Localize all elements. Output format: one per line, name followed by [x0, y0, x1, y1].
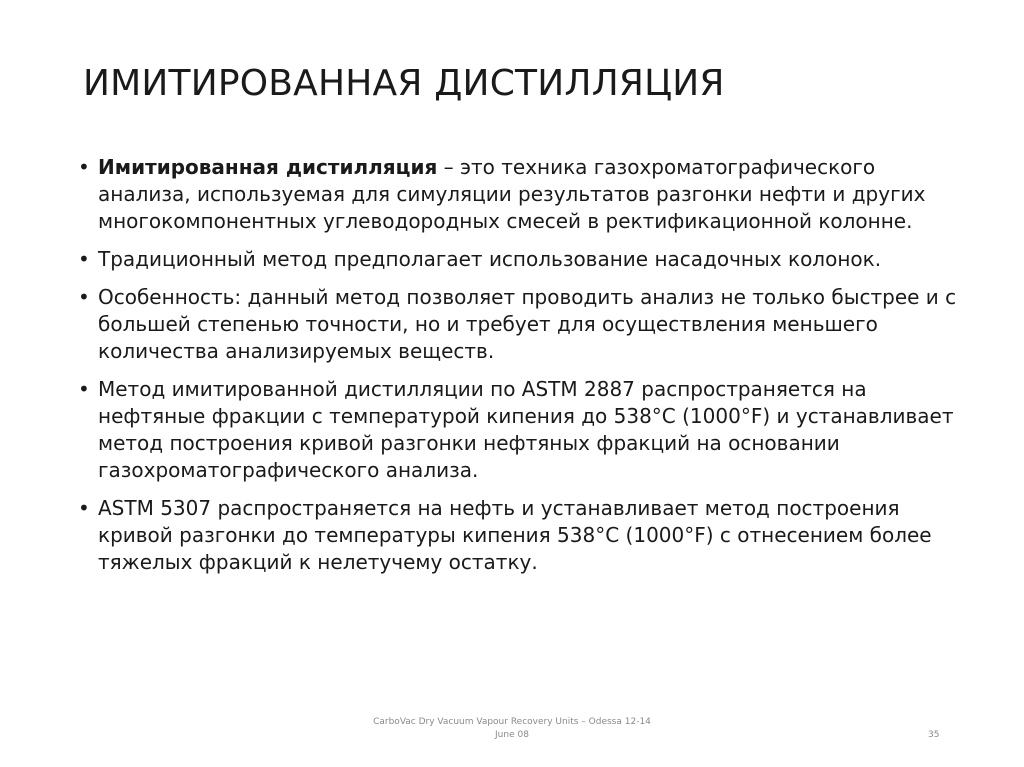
bullet-item: [78, 154, 958, 235]
bullet-marker: •: [78, 155, 90, 179]
bullet-marker: •: [78, 247, 90, 271]
bullet-marker: •: [78, 377, 90, 401]
bullet-text: Метод имитированной дистилляции по ASTM 2887 распространяется на нефтяные фракции с температурой кипения до 538°C (1000°F) и устанавливает метод построения кривой разгонки нефтяных фракций на основании газохроматографического анализа.: [98, 377, 954, 482]
slide-title: ИМИТИРОВАННАЯ ДИСТИЛЛЯЦИЯ: [83, 63, 725, 104]
footer-line: June 08: [495, 730, 529, 740]
footer-line: CarboVac Dry Vacuum Vapour Recovery Units – Odessa 12-14: [373, 717, 651, 727]
bullet-item: [78, 376, 958, 484]
bullet-marker: •: [78, 285, 90, 309]
bullet-text: Особенность: данный метод позволяет проводить анализ не только быстрее и с большей степенью точности, но и требует для осуществления меньшего количества анализируемых веществ.: [98, 285, 957, 363]
bullet-marker: •: [78, 496, 90, 520]
bullet-item: [78, 495, 958, 576]
bullet-list: [78, 154, 958, 587]
bullet-item: [78, 246, 958, 273]
bullet-body: – это техника газохроматографического анализа, используемая для симуляции результатов разгонки нефти и других многокомпонентных углеводородных смесей в ректификационной колонне.: [98, 155, 926, 233]
bullet-bold-term: Имитированная дистилляция: [98, 155, 438, 179]
bullet-item: [78, 284, 958, 365]
bullet-text: Традиционный метод предполагает использование насадочных колонок.: [98, 247, 882, 271]
page-number: 35: [928, 730, 940, 740]
bullet-text: [98, 155, 925, 233]
bullet-text: ASTM 5307 распространяется на нефть и устанавливает метод построения кривой разгонки до температуры кипения 538°C (1000°F) с отнесением более тяжелых фракций к нелетучему остатку.: [98, 496, 932, 574]
slide-footer: [330, 716, 694, 742]
